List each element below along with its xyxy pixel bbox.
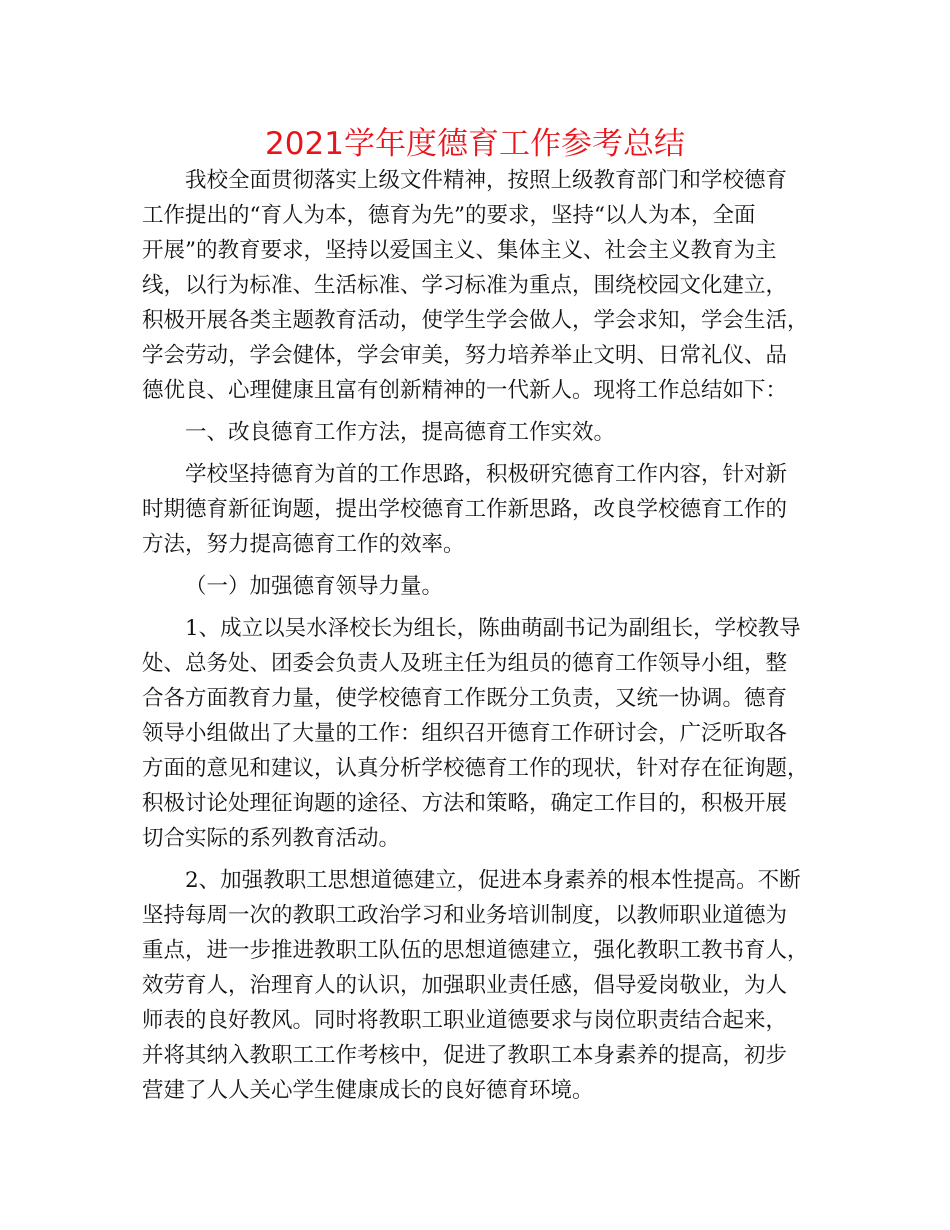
body-line: 工作提出的“育人为本，德育为先”的要求，坚持“以人为本，全面 (142, 203, 756, 228)
section-heading: 一、改良德育工作方法，提高德育工作实效。 (185, 420, 616, 445)
body-line: 时期德育新征询题，提出学校德育工作新思路，改良学校德育工作的 (142, 497, 788, 522)
body-line: 方面的意见和建议，认真分析学校德育工作的现状，针对存在征询题， (142, 756, 809, 781)
body-line: 学校坚持德育为首的工作思路，积极研究德育工作内容，针对新 (185, 462, 788, 487)
body-line: 重点，进一步推进教职工队伍的思想道德建立，强化教职工教书育人， (142, 938, 809, 963)
subsection-heading: （一）加强德育领导力量。 (185, 574, 444, 599)
body-line: 积极开展各类主题教育活动，使学生学会做人，学会求知，学会生活， (142, 308, 809, 333)
body-line: 2、加强教职工思想道德建立，促进本身素养的根本性提高。不断 (185, 868, 801, 893)
body-line: 切合实际的系列教育活动。 (142, 826, 401, 851)
body-line: 并将其纳入教职工工作考核中，促进了教职工本身素养的提高，初步 (142, 1043, 788, 1068)
body-line: 处、总务处、团委会负责人及班主任为组员的德育工作领导小组，整 (142, 651, 788, 676)
body-line: 合各方面教育力量，使学校德育工作既分工负责，又统一协调。德育 (142, 686, 788, 711)
document-title: 2021学年度德育工作参考总结 (265, 126, 685, 162)
body-line: 开展”的教育要求，坚持以爱国主义、集体主义、社会主义教育为主 (142, 238, 777, 263)
body-line: 德优良、心理健康且富有创新精神的一代新人。现将工作总结如下： (142, 378, 788, 403)
body-line: 效劳育人，治理育人的认识，加强职业责任感，倡导爱岗敬业，为人 (142, 973, 788, 998)
body-line: 坚持每周一次的教职工政治学习和业务培训制度，以教师职业道德为 (142, 903, 788, 928)
body-line: 领导小组做出了大量的工作：组织召开德育工作研讨会，广泛听取各 (142, 721, 788, 746)
body-line: 积极讨论处理征询题的途径、方法和策略，确定工作目的，积极开展 (142, 791, 788, 816)
body-line: 线，以行为标准、生活标准、学习标准为重点，围绕校园文化建立， (142, 273, 788, 298)
body-line: 师表的良好教风。同时将教职工职业道德要求与岗位职责结合起来， (142, 1008, 788, 1033)
body-line: 学会劳动，学会健体，学会审美，努力培养举止文明、日常礼仪、品 (142, 343, 788, 368)
body-line: 营建了人人关心学生健康成长的良好德育环境。 (142, 1078, 594, 1103)
body-line: 1、成立以吴水泽校长为组长，陈曲萌副书记为副组长，学校教导 (185, 616, 801, 641)
body-line: 我校全面贯彻落实上级文件精神，按照上级教育部门和学校德育 (185, 168, 788, 193)
body-line: 方法，努力提高德育工作的效率。 (142, 532, 465, 557)
